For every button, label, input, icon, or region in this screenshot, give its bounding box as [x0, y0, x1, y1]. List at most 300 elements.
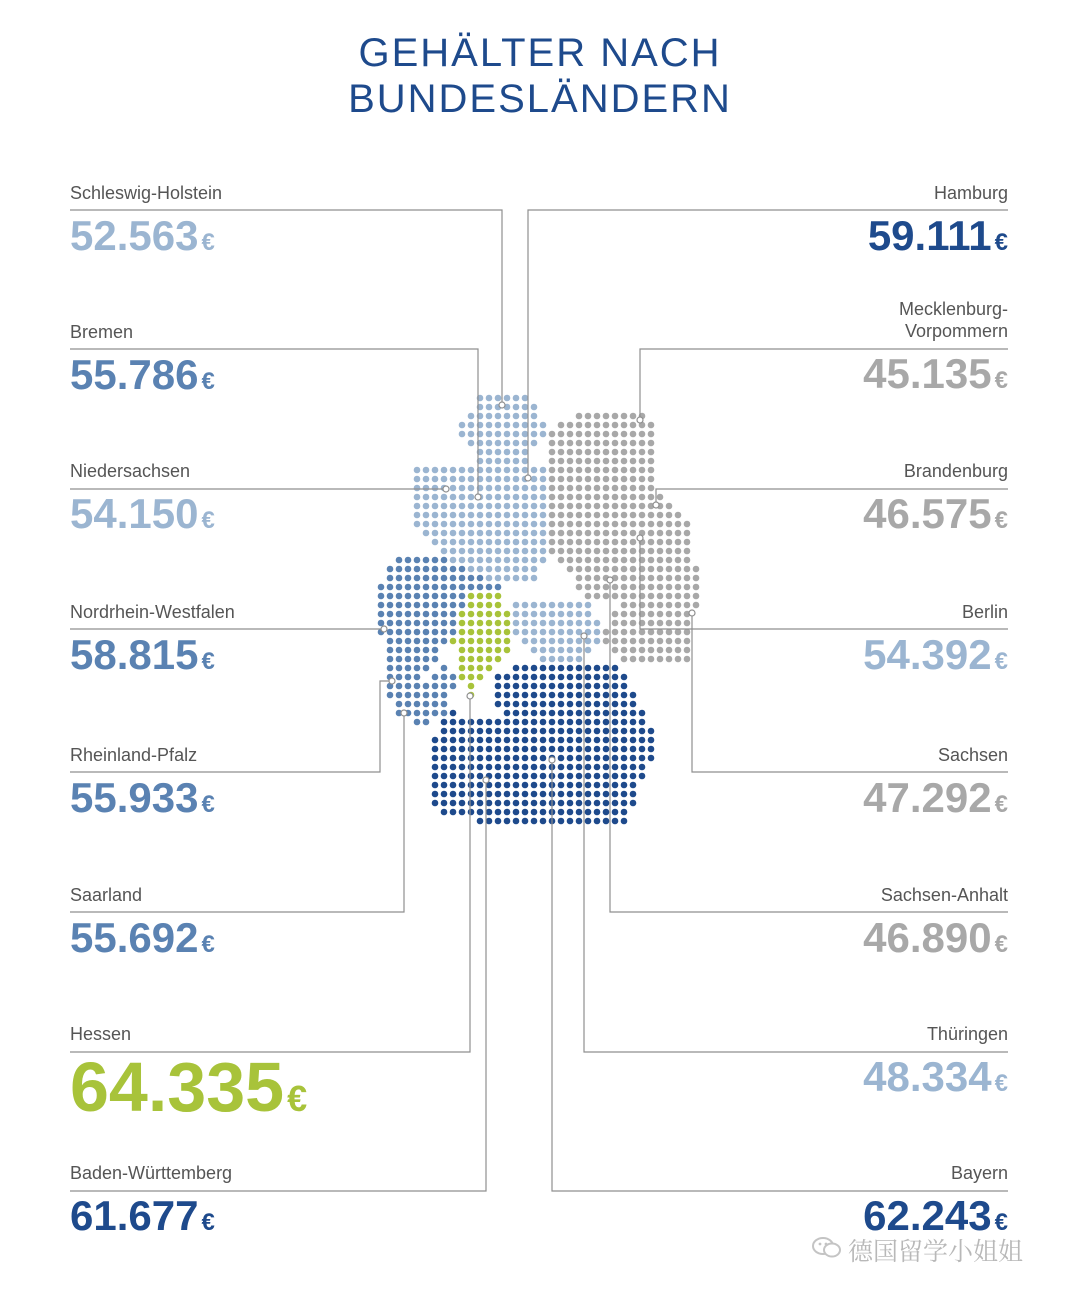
map-dot-nordrhein-westfalen — [441, 584, 448, 591]
state-berlin — [558, 601, 1008, 684]
map-dot-sachsen-anhalt — [594, 548, 601, 555]
map-dot-niedersachsen — [531, 476, 538, 483]
map-dot-sachsen-anhalt — [594, 584, 601, 591]
map-dot-mecklenburg-vorpommern — [648, 440, 655, 447]
state-value: 47.292 € — [863, 774, 1008, 821]
map-dot-nordrhein-westfalen — [396, 575, 403, 582]
map-dot-nordrhein-westfalen — [432, 566, 439, 573]
map-dot-mecklenburg-vorpommern — [549, 431, 556, 438]
map-dot-niedersachsen — [531, 566, 538, 573]
state-mecklenburg-vorpommern — [558, 298, 1008, 403]
map-dot-bayern — [567, 692, 574, 699]
map-dot-bayern — [621, 692, 628, 699]
map-dot-nordrhein-westfalen — [459, 593, 466, 600]
map-dot-bayern — [549, 683, 556, 690]
state-name: Hessen — [70, 1024, 132, 1044]
map-dot-brandenburg — [675, 593, 682, 600]
map-dot-bayern — [621, 737, 628, 744]
map-dot-baden-wuerttemberg — [468, 737, 475, 744]
map-dot-brandenburg — [657, 575, 664, 582]
map-dot-bayern — [531, 800, 538, 807]
map-dot-bayern — [513, 701, 520, 708]
map-dot-baden-wuerttemberg — [450, 710, 457, 717]
map-dot-mecklenburg-vorpommern — [612, 449, 619, 456]
map-dot-brandenburg — [684, 566, 691, 573]
map-dot-schleswig-holstein — [522, 449, 529, 456]
map-dot-bayern — [522, 719, 529, 726]
map-dot-bayern — [612, 701, 619, 708]
map-dot-thueringen — [522, 602, 529, 609]
map-dot-mecklenburg-vorpommern — [639, 431, 646, 438]
map-dot-schleswig-holstein — [522, 440, 529, 447]
map-dot-niedersachsen — [513, 566, 520, 573]
map-dot-bayern — [522, 746, 529, 753]
map-dot-thueringen — [522, 638, 529, 645]
map-dot-niedersachsen — [540, 503, 547, 510]
map-dot-thueringen — [540, 656, 547, 663]
map-dot-niedersachsen — [522, 467, 529, 474]
map-dot-baden-wuerttemberg — [459, 737, 466, 744]
map-dot-niedersachsen — [522, 494, 529, 501]
map-dot-bayern — [549, 701, 556, 708]
map-dot-sachsen-anhalt — [603, 548, 610, 555]
map-dot-schleswig-holstein — [513, 449, 520, 456]
map-dot-baden-wuerttemberg — [495, 737, 502, 744]
map-dot-thueringen — [531, 647, 538, 654]
wechat-icon — [812, 1236, 842, 1267]
map-dot-brandenburg — [657, 557, 664, 564]
map-dot-mecklenburg-vorpommern — [621, 422, 628, 429]
map-dot-mecklenburg-vorpommern — [612, 422, 619, 429]
map-dot-brandenburg — [621, 593, 628, 600]
connector-end-sachsen-anhalt — [607, 577, 613, 583]
map-dot-brandenburg — [648, 575, 655, 582]
map-dot-niedersachsen — [531, 494, 538, 501]
map-dot-bayern — [567, 701, 574, 708]
map-dot-schleswig-holstein — [504, 449, 511, 456]
map-dot-nordrhein-westfalen — [396, 593, 403, 600]
map-dot-schleswig-holstein — [531, 422, 538, 429]
map-dot-nordrhein-westfalen — [450, 566, 457, 573]
map-dot-thueringen — [522, 629, 529, 636]
map-dot-mecklenburg-vorpommern — [567, 449, 574, 456]
map-dot-brandenburg — [612, 566, 619, 573]
map-dot-brandenburg — [621, 548, 628, 555]
map-dot-brandenburg — [675, 566, 682, 573]
map-dot-niedersachsen — [504, 566, 511, 573]
map-dot-bayern — [531, 809, 538, 816]
map-dot-niedersachsen — [540, 539, 547, 546]
map-dot-mecklenburg-vorpommern — [558, 440, 565, 447]
state-rheinland-pfalz — [70, 744, 520, 827]
map-dot-nordrhein-westfalen — [405, 593, 412, 600]
map-dot-schleswig-holstein — [486, 413, 493, 420]
map-dot-niedersachsen — [495, 575, 502, 582]
map-dot-mecklenburg-vorpommern — [594, 422, 601, 429]
map-dot-schleswig-holstein — [486, 449, 493, 456]
map-dot-schleswig-holstein — [504, 440, 511, 447]
map-dot-mecklenburg-vorpommern — [576, 422, 583, 429]
map-dot-nordrhein-westfalen — [432, 575, 439, 582]
map-dot-brandenburg — [612, 548, 619, 555]
map-dot-baden-wuerttemberg — [450, 737, 457, 744]
map-dot-niedersachsen — [540, 557, 547, 564]
map-dot-rheinland-pfalz — [441, 692, 448, 699]
map-dot-bayern — [630, 728, 637, 735]
map-dot-niedersachsen — [531, 467, 538, 474]
watermark — [812, 1232, 1023, 1268]
map-dot-mecklenburg-vorpommern — [558, 449, 565, 456]
map-dot-nordrhein-westfalen — [459, 575, 466, 582]
map-dot-nordrhein-westfalen — [423, 584, 430, 591]
map-dot-thueringen — [549, 638, 556, 645]
map-dot-hessen — [477, 593, 484, 600]
map-dot-bayern — [639, 737, 646, 744]
map-dot-sachsen-anhalt — [576, 548, 583, 555]
map-dot-bayern — [513, 719, 520, 726]
map-dot-nordrhein-westfalen — [459, 584, 466, 591]
map-dot-mecklenburg-vorpommern — [612, 431, 619, 438]
map-dot-bayern — [585, 719, 592, 726]
state-sachsen — [558, 744, 1008, 827]
map-dot-niedersachsen — [468, 566, 475, 573]
map-dot-thueringen — [531, 611, 538, 618]
map-dot-bayern — [630, 719, 637, 726]
map-dot-bayern — [531, 692, 538, 699]
map-dot-bayern — [522, 818, 529, 825]
map-dot-bayern — [621, 710, 628, 717]
map-dot-brandenburg — [621, 584, 628, 591]
map-dot-schleswig-holstein — [531, 440, 538, 447]
map-dot-sachsen-anhalt — [603, 566, 610, 573]
map-dot-mecklenburg-vorpommern — [630, 431, 637, 438]
map-dot-mecklenburg-vorpommern — [648, 422, 655, 429]
map-dot-schleswig-holstein — [513, 440, 520, 447]
map-dot-schleswig-holstein — [513, 404, 520, 411]
map-dot-niedersachsen — [477, 557, 484, 564]
map-dot-schleswig-holstein — [513, 413, 520, 420]
map-dot-nordrhein-westfalen — [378, 593, 385, 600]
map-dot-sachsen-anhalt — [612, 584, 619, 591]
map-dot-nordrhein-westfalen — [441, 575, 448, 582]
map-dot-nordrhein-westfalen — [414, 575, 421, 582]
map-dot-thueringen — [549, 602, 556, 609]
map-dot-baden-wuerttemberg — [486, 737, 493, 744]
map-dot-bayern — [513, 737, 520, 744]
title-line-2: BUNDESLÄNDERN — [348, 77, 732, 121]
map-dot-baden-wuerttemberg — [495, 719, 502, 726]
map-dot-sachsen-anhalt — [585, 593, 592, 600]
map-dot-bayern — [576, 737, 583, 744]
map-dot-schleswig-holstein — [468, 431, 475, 438]
map-dot-saarland — [396, 701, 403, 708]
map-dot-mecklenburg-vorpommern — [612, 440, 619, 447]
state-name: Baden-Württemberg — [70, 1163, 233, 1183]
map-dot-mecklenburg-vorpommern — [594, 431, 601, 438]
map-dot-baden-wuerttemberg — [432, 737, 439, 744]
state-hamburg — [558, 182, 1008, 265]
map-dot-schleswig-holstein — [504, 413, 511, 420]
map-dot-mecklenburg-vorpommern — [603, 449, 610, 456]
map-dot-thueringen — [549, 611, 556, 618]
map-dot-thueringen — [531, 629, 538, 636]
map-dot-thueringen — [540, 611, 547, 618]
map-dot-bayern — [531, 782, 538, 789]
map-dot-nordrhein-westfalen — [378, 584, 385, 591]
map-dot-niedersachsen — [540, 530, 547, 537]
map-dot-schleswig-holstein — [495, 413, 502, 420]
connector-end-saarland — [401, 710, 407, 716]
map-dot-mecklenburg-vorpommern — [630, 422, 637, 429]
map-dot-nordrhein-westfalen — [414, 557, 421, 564]
map-dot-brandenburg — [675, 557, 682, 564]
map-dot-brandenburg — [666, 548, 673, 555]
map-dot-nordrhein-westfalen — [432, 593, 439, 600]
map-dot-bayern — [504, 737, 511, 744]
map-dot-schleswig-holstein — [513, 422, 520, 429]
map-dot-niedersachsen — [486, 566, 493, 573]
map-dot-niedersachsen — [531, 548, 538, 555]
map-dot-nordrhein-westfalen — [405, 566, 412, 573]
map-dot-schleswig-holstein — [522, 395, 529, 402]
state-name: Brandenburg — [903, 461, 1008, 481]
map-dot-rheinland-pfalz — [423, 710, 430, 717]
map-dot-sachsen-anhalt — [576, 575, 583, 582]
map-dot-schleswig-holstein — [468, 440, 475, 447]
state-value: 46.575 € — [863, 490, 1008, 537]
map-dot-niedersachsen — [540, 467, 547, 474]
map-dot-niedersachsen — [540, 521, 547, 528]
map-dot-sachsen-anhalt — [567, 548, 574, 555]
map-dot-bayern — [594, 692, 601, 699]
map-dot-niedersachsen — [495, 548, 502, 555]
map-dot-bayern — [558, 692, 565, 699]
map-dot-niedersachsen — [441, 548, 448, 555]
map-dot-niedersachsen — [522, 557, 529, 564]
map-dot-bayern — [522, 764, 529, 771]
map-dot-bayern — [549, 719, 556, 726]
map-dot-schleswig-holstein — [504, 422, 511, 429]
map-dot-bayern — [522, 674, 529, 681]
map-dot-mecklenburg-vorpommern — [576, 449, 583, 456]
connector-end-hessen — [467, 693, 473, 699]
map-dot-baden-wuerttemberg — [459, 719, 466, 726]
map-dot-bayern — [639, 710, 646, 717]
map-dot-rheinland-pfalz — [432, 710, 439, 717]
map-dot-brandenburg — [648, 548, 655, 555]
map-dot-bayern — [630, 701, 637, 708]
map-dot-nordrhein-westfalen — [441, 593, 448, 600]
map-dot-sachsen-anhalt — [549, 476, 556, 483]
map-dot-bayern — [549, 665, 556, 672]
map-dot-niedersachsen — [522, 521, 529, 528]
map-dot-sachsen-anhalt — [549, 494, 556, 501]
map-dot-niedersachsen — [513, 575, 520, 582]
map-dot-mecklenburg-vorpommern — [603, 440, 610, 447]
map-dot-bayern — [522, 692, 529, 699]
map-dot-nordrhein-westfalen — [405, 575, 412, 582]
map-dot-thueringen — [549, 629, 556, 636]
map-dot-bayern — [558, 728, 565, 735]
map-dot-brandenburg — [657, 584, 664, 591]
map-dot-niedersachsen — [477, 566, 484, 573]
map-dot-bayern — [540, 809, 547, 816]
map-dot-brandenburg — [630, 548, 637, 555]
map-dot-mecklenburg-vorpommern — [549, 440, 556, 447]
map-dot-schleswig-holstein — [486, 431, 493, 438]
map-dot-bayern — [531, 683, 538, 690]
map-dot-baden-wuerttemberg — [441, 737, 448, 744]
map-dot-brandenburg — [621, 575, 628, 582]
map-dot-bayern — [495, 692, 502, 699]
map-dot-rheinland-pfalz — [414, 710, 421, 717]
map-dot-brandenburg — [666, 584, 673, 591]
map-dot-bayern — [531, 710, 538, 717]
state-brandenburg — [558, 460, 1008, 543]
map-dot-mecklenburg-vorpommern — [585, 431, 592, 438]
map-dot-nordrhein-westfalen — [423, 557, 430, 564]
map-dot-bayern — [648, 737, 655, 744]
map-dot-bayern — [531, 719, 538, 726]
map-dot-brandenburg — [630, 593, 637, 600]
map-dot-thueringen — [549, 647, 556, 654]
map-dot-schleswig-holstein — [495, 431, 502, 438]
map-dot-brandenburg — [648, 566, 655, 573]
map-dot-schleswig-holstein — [522, 422, 529, 429]
map-dot-nordrhein-westfalen — [405, 557, 412, 564]
map-dot-bayern — [603, 737, 610, 744]
map-dot-niedersachsen — [531, 512, 538, 519]
map-dot-bayern — [648, 728, 655, 735]
map-dot-bayern — [612, 737, 619, 744]
map-dot-brandenburg — [666, 593, 673, 600]
map-dot-nordrhein-westfalen — [387, 584, 394, 591]
map-dot-nordrhein-westfalen — [441, 557, 448, 564]
map-dot-brandenburg — [684, 575, 691, 582]
map-dot-bayern — [540, 665, 547, 672]
map-dot-mecklenburg-vorpommern — [576, 431, 583, 438]
map-dot-bayern — [558, 737, 565, 744]
map-dot-schleswig-holstein — [513, 431, 520, 438]
map-dot-brandenburg — [630, 575, 637, 582]
title-line-1: GEHÄLTER NACH — [358, 31, 722, 75]
map-dot-niedersachsen — [540, 512, 547, 519]
map-dot-mecklenburg-vorpommern — [594, 413, 601, 420]
state-name: Berlin — [961, 602, 1008, 622]
map-dot-nordrhein-westfalen — [432, 557, 439, 564]
map-dot-bayern — [540, 782, 547, 789]
map-dot-mecklenburg-vorpommern — [621, 440, 628, 447]
map-dot-mecklenburg-vorpommern — [621, 449, 628, 456]
map-dot-bayern — [540, 674, 547, 681]
state-name: Saarland — [70, 885, 143, 905]
map-dot-mecklenburg-vorpommern — [585, 440, 592, 447]
map-dot-bayern — [549, 728, 556, 735]
map-dot-nordrhein-westfalen — [414, 593, 421, 600]
connector-end-hamburg — [525, 475, 531, 481]
map-dot-rheinland-pfalz — [423, 719, 430, 726]
map-dot-bayern — [531, 764, 538, 771]
map-dot-bayern — [621, 701, 628, 708]
map-dot-bayern — [585, 728, 592, 735]
map-dot-bayern — [504, 710, 511, 717]
state-value: 46.890 € — [863, 914, 1008, 961]
map-dot-mecklenburg-vorpommern — [567, 440, 574, 447]
map-dot-mecklenburg-vorpommern — [621, 413, 628, 420]
state-value: 55.786 € — [70, 351, 215, 398]
map-dot-bayern — [531, 701, 538, 708]
map-dot-thueringen — [549, 620, 556, 627]
map-dot-bayern — [585, 710, 592, 717]
map-dot-bayern — [612, 710, 619, 717]
map-dot-bayern — [522, 755, 529, 762]
map-dot-bayern — [522, 782, 529, 789]
map-dot-brandenburg — [657, 548, 664, 555]
map-dot-thueringen — [531, 638, 538, 645]
map-dot-nordrhein-westfalen — [423, 593, 430, 600]
map-dot-bayern — [549, 692, 556, 699]
map-dot-brandenburg — [648, 593, 655, 600]
map-dot-bayern — [531, 791, 538, 798]
map-dot-niedersachsen — [531, 539, 538, 546]
map-dot-niedersachsen — [540, 485, 547, 492]
map-dot-nordrhein-westfalen — [495, 584, 502, 591]
map-dot-sachsen-anhalt — [558, 557, 565, 564]
map-dot-nordrhein-westfalen — [387, 566, 394, 573]
map-dot-mecklenburg-vorpommern — [567, 422, 574, 429]
map-dot-niedersachsen — [513, 548, 520, 555]
state-name: Schleswig-Holstein — [70, 183, 223, 203]
map-dot-bayern — [603, 692, 610, 699]
map-dot-rheinland-pfalz — [423, 701, 430, 708]
state-value: 62.243 € — [863, 1192, 1008, 1239]
map-dot-bayern — [585, 701, 592, 708]
state-name: Thüringen — [926, 1024, 1008, 1044]
map-dot-niedersachsen — [486, 548, 493, 555]
map-dot-bayern — [522, 728, 529, 735]
map-dot-brandenburg — [648, 584, 655, 591]
connector-end-bayern — [549, 757, 555, 763]
map-dot-sachsen-anhalt — [585, 584, 592, 591]
map-dot-sachsen-anhalt — [603, 557, 610, 564]
state-name: Rheinland-Pfalz — [70, 745, 198, 765]
state-value: 54.392 € — [863, 631, 1008, 678]
map-dot-rheinland-pfalz — [396, 692, 403, 699]
map-dot-saarland — [405, 701, 412, 708]
map-dot-thueringen — [540, 647, 547, 654]
map-dot-niedersachsen — [522, 548, 529, 555]
map-dot-rheinland-pfalz — [414, 701, 421, 708]
map-dot-hessen — [468, 593, 475, 600]
map-dot-mecklenburg-vorpommern — [567, 431, 574, 438]
map-dot-bayern — [639, 728, 646, 735]
map-dot-mecklenburg-vorpommern — [612, 413, 619, 420]
state-name: Bremen — [70, 322, 134, 342]
map-dot-bayern — [531, 674, 538, 681]
map-dot-schleswig-holstein — [540, 422, 547, 429]
state-name: Sachsen-Anhalt — [880, 885, 1008, 905]
map-dot-baden-wuerttemberg — [477, 728, 484, 735]
map-dot-niedersachsen — [522, 575, 529, 582]
map-dot-bayern — [540, 764, 547, 771]
map-dot-thueringen — [540, 629, 547, 636]
map-dot-niedersachsen — [477, 548, 484, 555]
map-dot-baden-wuerttemberg — [441, 728, 448, 735]
map-dot-bayern — [531, 755, 538, 762]
map-dot-bayern — [504, 728, 511, 735]
map-dot-baden-wuerttemberg — [477, 719, 484, 726]
map-dot-niedersachsen — [522, 503, 529, 510]
